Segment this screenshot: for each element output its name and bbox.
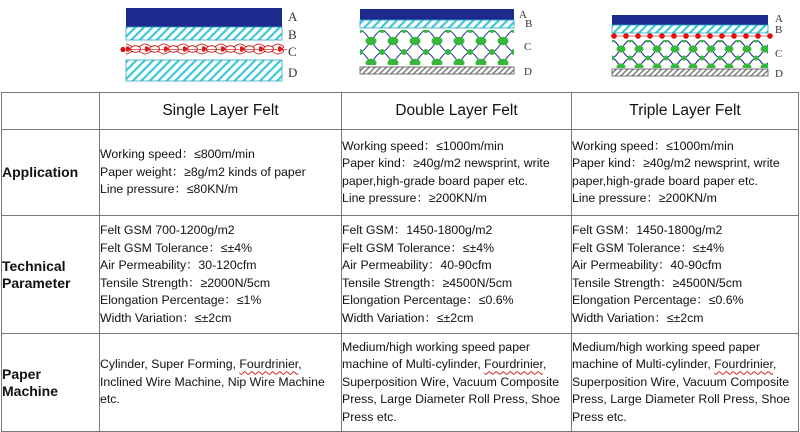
row-header-technical-parameter: Technical Parameter <box>2 216 100 334</box>
cell-technical-double: Felt GSM：1450-1800g/m2 Felt GSM Tolerance：≤±4% Air Permeability：40-90cfm Tensile Strength：≥4500N/5cm Elongation Percentage：≤0.6% Width Variation：≤±2cm <box>342 216 572 334</box>
cell-technical-single: Felt GSM 700-1200g/m2 Felt GSM Tolerance：≤±4% Air Permeability：30-120cfm Tensile Strength：≥2000N/5cm Elongation Percentage：≤1% Width Variation：≤±2cm <box>100 216 342 334</box>
triple-layer-c-weave <box>612 40 768 68</box>
double-label-d: D <box>524 66 532 78</box>
cell-paper-machine-single: Cylinder, Super Forming, Fourdrinier, Inclined Wire Machine, Nip Wire Machine etc. <box>100 334 342 432</box>
double-layer-diagram <box>360 9 532 78</box>
triple-label-d: D <box>775 68 783 80</box>
table-header-row <box>2 93 799 130</box>
single-label-d: D <box>288 65 298 80</box>
row-header-application: Application <box>2 130 100 216</box>
cell-application-double: Working speed：≤1000m/min Paper kind：≥40g/m2 newsprint, write paper,high-grade board paper etc. Line pressure：≥200KN/m <box>342 130 572 216</box>
table-row-paper-machine <box>2 334 799 432</box>
triple-label-a: A <box>775 13 783 25</box>
double-layer-c-weave <box>360 30 514 65</box>
spellcheck-underlined-word: Fourdrinier <box>239 357 299 372</box>
single-layer-d-band <box>126 60 282 81</box>
felt-spec-table <box>1 92 799 432</box>
column-header-double: Double Layer Felt <box>342 93 572 130</box>
triple-layer-a-band <box>612 15 768 25</box>
single-layer-a-band <box>126 8 282 27</box>
triple-label-b: B <box>775 24 783 36</box>
single-layer-b-band <box>126 27 282 40</box>
cell-paper-machine-double: Medium/high working speed paper machine of Multi-cylinder, Fourdrinier, Superposition Wire, Vacuum Composite Press, Large Diameter Roll Press, Shoe Press etc. <box>342 334 572 432</box>
triple-layer-b-band <box>612 25 768 33</box>
cell-application-single: Working speed：≤800m/min Paper weight：≥8g/m2 kinds of paper Line pressure：≤80KN/m <box>100 130 342 216</box>
double-label-a: A <box>519 9 527 21</box>
table-row-technical <box>2 216 799 334</box>
triple-label-c: C <box>775 48 783 60</box>
double-layer-b-band <box>360 20 514 28</box>
triple-layer-diagram <box>611 13 783 80</box>
triple-layer-red-row <box>611 33 773 39</box>
column-header-triple: Triple Layer Felt <box>572 93 799 130</box>
double-label-b: B <box>525 18 533 30</box>
single-label-b: B <box>288 27 297 42</box>
single-layer-diagram <box>120 8 298 81</box>
spellcheck-underlined-word: Fourdrinier <box>714 357 773 372</box>
double-layer-d-band <box>360 67 514 74</box>
felt-layer-diagrams <box>0 0 800 92</box>
single-label-c: C <box>288 44 297 59</box>
triple-layer-d-band <box>612 69 768 76</box>
double-layer-a-band <box>360 9 514 20</box>
table-row-application <box>2 130 799 216</box>
cell-paper-machine-triple: Medium/high working speed paper machine of Multi-cylinder, Fourdrinier, Superposition Wire, Vacuum Composite Press, Large Diameter Roll Press, Shoe Press etc. <box>572 334 799 432</box>
spellcheck-underlined-word: Fourdrinier <box>484 357 543 372</box>
cell-technical-triple: Felt GSM：1450-1800g/m2 Felt GSM Tolerance：≤±4% Air Permeability：40-90cfm Tensile Strength：≥4500N/5cm Elongation Percentage：≤0.6% Width Variation：≤±2cm <box>572 216 799 334</box>
single-label-a: A <box>288 9 298 24</box>
cell-application-triple: Working speed：≤1000m/min Paper kind：≥40g/m2 newsprint, write paper,high-grade board paper etc. Line pressure：≥200KN/m <box>572 130 799 216</box>
row-header-paper-machine: Paper Machine <box>2 334 100 432</box>
header-empty-cell <box>2 93 100 130</box>
column-header-single: Single Layer Felt <box>100 93 342 130</box>
double-label-c: C <box>524 41 532 53</box>
